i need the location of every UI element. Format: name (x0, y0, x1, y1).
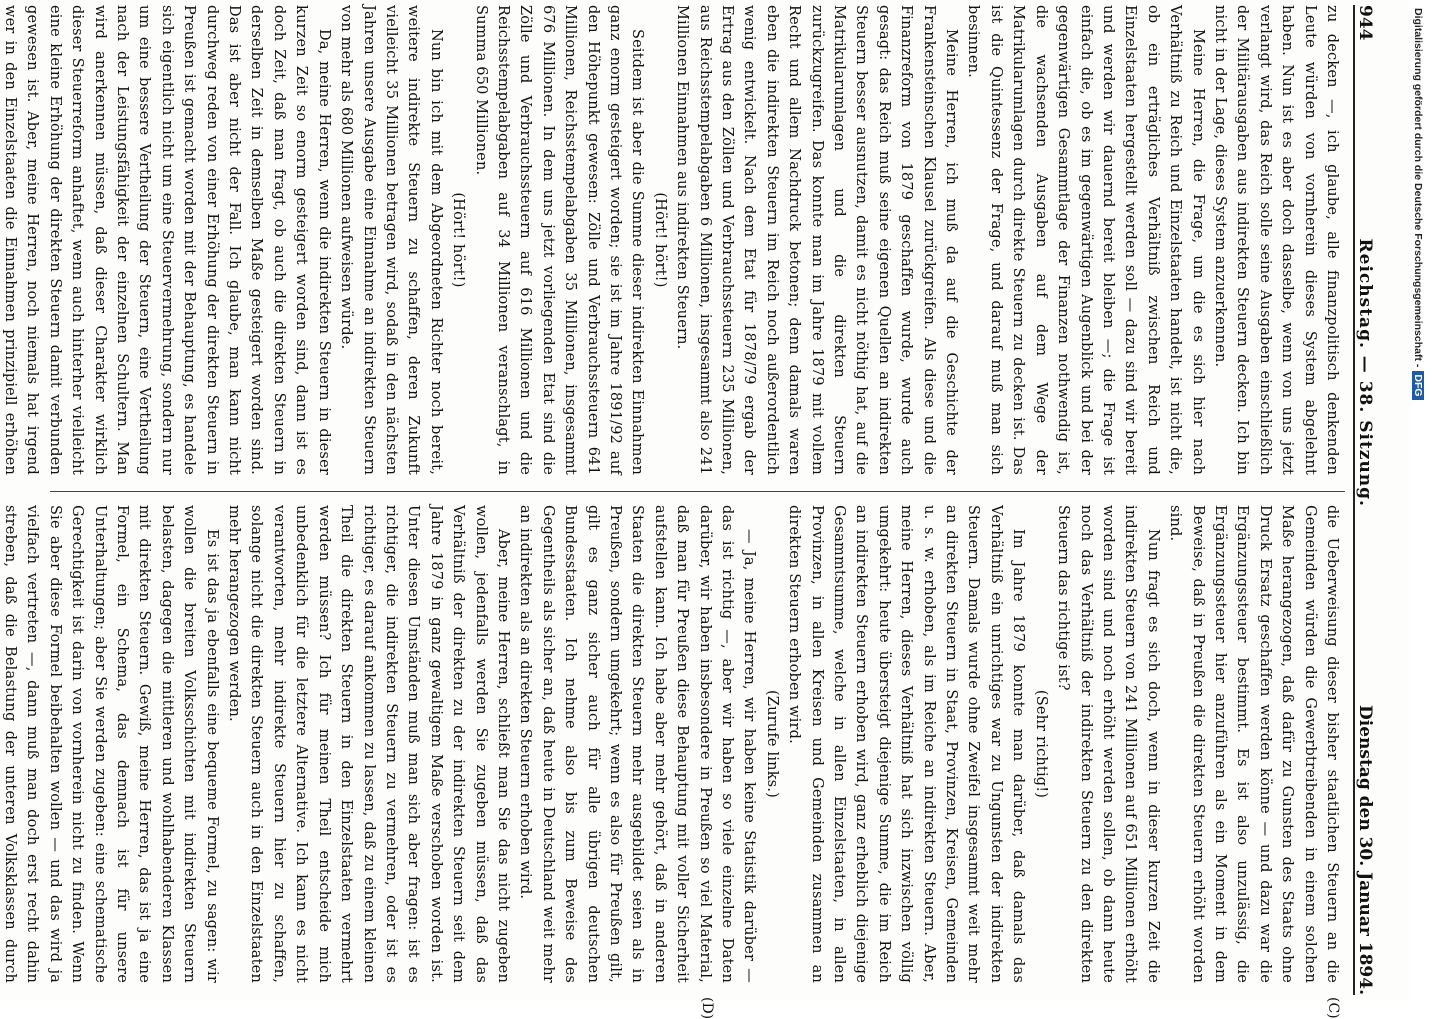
paragraph: Da, meine Herren, wenn die indirekten Steuern in dieser kurzen Zeit so enorm gesteigert worden sind, dann ist es doch Zeit, daß man fragt, ob auch die direkten Steuern in derselben Zeit in demselben Maße gesteigert worden sind. Das ist aber nicht der Fall. Ich glaube, man kann nicht durchweg reden von einer Erhöhung der direkten Steuern in Preußen ist gemacht worden mit der Behauptung, es handele sich eigentlich nicht um eine Steuervermehrung, sondern nur um eine bessere Vertheilung der Steuern, eine Vertheilung nach der Leistungsfähigkeit der einzelnen Schultern. Man wird anerkennen müssen, daß dieser Charakter wirklich dieser Steuerreform anhaftet, wenn auch hinterher vielleicht eine kleine Erhöhung der direkten Steuern damit verbunden gewesen ist. Aber, meine Herren, noch niemals hat irgend wer in den Einzelstaaten die Einnahmen prinzipiell erhöhen (0, 5, 335, 475)
paragraph: Es ist das ja ebenfalls eine bequeme Formel, zu sagen: wir wollen die breiten Volksschichten mit indirekten Steuern belasten, dagegen die mittleren und wohlhabenderen Klassen mit direkten Steuern. Gewiß, meine Herren, das ist ja eine Formel, ein Schema, das demnach ist für unsere Unterhaltungen; aber Sie werden zugeben: eine schematische Gerechtigkeit ist darin von vornherein nicht zu finden. Wenn Sie aber diese Formel beibehalten wollen — und das wird ja vielfach vertreten —, dann muß man doch erst recht dahin streben, daß die Belastung der unteren Volksklassen durch (0, 505, 223, 983)
paragraph: Meine Herren, ich muß da auf die Geschichte der Frankensteinschen Klausel zurückgreifen. Als diese und die Finanzreform von 1879 geschaffen wurde, wurde auch gesagt: das Reich muß seine eigenen Quellen an indirekten Steuern besser ausnutzen, damit es nicht nöthig hat, auf die Matrikularumlagen und die direkten Steuern zurückzugreifen. Das konnte man im Jahre 1879 mit vollem Recht und allem Nachdruck betonen; denn damals waren eben die indirekten Steuern im Reich noch außerordentlich wenig entwickelt. Nach dem Etat für 1878/79 ergab der Ertrag aus den Zöllen und Verbrauchssteuern 235 Millionen, aus Reichsstempelabgaben 6 Millionen, insgesammt also 241 Millionen Einnahmen aus indirekten Steuern. (671, 5, 962, 475)
paragraph: Aber, meine Herren, schließt man Sie das nicht zugeben wollen, jedenfalls werden Sie zugeben müssen, daß das Verhältniß der direkten zu der indirekten Steuern seit dem Jahre 1879 in ganz gewaltigem Maße verschoben worden ist. Unter diesen Umständen muß man sich aber fragen: ist es richtiger, die indirekten Steuern zu vermehren, oder ist es richtiger, es darauf ankommen zu lassen, daß zu einem kleinen Theil die direkten Steuern in den Einzelstaaten vermehrt werden müssen? Ich für meinen Theil entscheide mich unbedenklich für die letztere Alternative. Ich kann es nicht verantworten, mehr indirekte Steuern hier zu schaffen, solange nicht die direkten Steuern auch in den Einzelstaaten mehr herangezogen werden. (223, 505, 514, 983)
digitization-note-text: Digitalisierung gefördert durch die Deutsche Forschungsgemeinschaft - (1412, 8, 1424, 367)
paragraph: Nun bin ich mit dem Abgeordneten Richter noch bereit, weitere indirekte Steuern zu schaffen, deren Zukunft vielleicht 35 Millionen betragen wird, sodaß in den nächsten Jahren unsere Ausgabe eine Einnahme an indirekten Steuern von mehr als 680 Millionen aufweisen würde. (335, 5, 447, 475)
paragraph: Seitdem ist aber die Summe dieser indirekten Einnahmen ganz enorm gesteigert worden; sie ist im Jahre 1891/92 auf den Höhepunkt gewesen: Zölle und Verbrauchssteuern 641 Millionen, Reichsstempelabgaben 35 Millionen, insgesammt 676 Millionen. In dem uns jetzt vorliegenden Etat sind die Zölle und Verbrauchssteuern auf 616 Millionen und die Reichsstempelabgaben auf 34 Millionen veranschlagt, in Summa 650 Millionen. (469, 5, 648, 475)
interjection: (Zurufe links.) (760, 505, 782, 983)
right-column (53, 505, 1343, 983)
left-column (53, 5, 1343, 475)
paragraph: zu decken —, ich glaube, alle finanzpolitisch denkenden Leute würden von vornherein dieses System abgelehnt haben. Nun ist es aber doch dasselbe, wenn von uns jetzt verlangt wird, das Reich solle seine Ausgaben einschließlich der Militärausgaben aus indirekten Steuern decken. Ich bin nicht in der Lage, dieses System anzuerkennen. (1209, 5, 1343, 475)
paragraph: — Ja, meine Herren, wir haben keine Statistik darüber — das ist richtig —, aber wir haben so viele einzelne Daten darüber, wir haben insbesondere in Preußen so viel Material, daß man für Preußen diese Behauptung mit voller Sicherheit aufstellen kann. Ich habe aber mehr gehört, daß in anderen Staaten die direkten Steuern mehr ausgebildet seien als in Preußen, sondern umgekehrt; wenn es also für Preußen gilt, gilt es ganz sicher auch für alle übrigen deutschen Bundesstaaten. Ich nehme also bis zum Beweise des Gegentheils als sicher an, daß heute in Deutschland weit mehr an indirekten als an direkten Steuern erhoben wird. (514, 505, 760, 983)
paragraph: Meine Herren, die Frage, um die es sich hier nach Verhältniß zu Reich und Einzelstaaten handelt, ist nicht die, ob ein erträgliches Verhältniß zwischen Reich und Einzelstaaten hergestellt werden soll — dazu sind wir bereit und werden wir dauernd bereit bleiben —; die Frage ist einfach die, ob es im gegenwärtigen Augenblick und bei der gegenwärtigen Gesammtlage der Finanzen nothwendig ist, die wachsenden Ausgaben auf dem Wege der Matrikularumlagen durch direkte Steuern zu decken ist. Das ist die Quintessenz der Frage, und darauf muß man sich besinnen. (962, 5, 1208, 475)
interjection: (Hört! hört!) (447, 5, 469, 475)
digitization-note (1412, 8, 1424, 400)
interjection: (Sehr richtig!) (1029, 505, 1051, 983)
interjection: (Hört! hört!) (648, 5, 670, 475)
dfg-badge: DFG (1412, 371, 1424, 399)
margin-mark-c: (C) (1325, 997, 1341, 1019)
paragraph: Im Jahre 1879 konnte man darüber, daß damals das Verhältniß ein unrichtiges war zu Ungunsten der indirekten Steuern. Damals wurde ohne Zweifel insgesammt weit mehr an direkten Steuern in Staat, Provinzen, Kreisen, Gemeinden u. s. w. erhoben, als im Reiche an indirekten Steuern. Aber, meine Herren, dieses Verhältniß hat sich inzwischen völlig umgekehrt: heute übersteigt diejenige Summe, die im Reich an indirekten Steuern erhoben wird, ganz erheblich diejenige Gesammtsumme, welche in allen Einzelstaaten, in allen Provinzen, in allen Kreisen und Gemeinden zusammen an direkten Steuern erhoben wird. (783, 505, 1029, 983)
paragraph: Nun fragt es sich doch, wenn in dieser kurzen Zeit die indirekten Steuern von 241 Millionen auf 651 Millionen erhöht worden sind und noch erhöht werden sollen, ob dann heute noch das Verhältniß der indirekten Steuern zu den direkten Steuern das richtige ist? (1052, 505, 1164, 983)
session-title: Reichstag. — 38. Sitzung. (1355, 239, 1375, 507)
column-divider (50, 491, 1345, 492)
margin-mark-d: (D) (699, 997, 715, 1019)
session-date: Dienstag den 30. Januar 1894. (1355, 705, 1375, 995)
rotated-page-content (35, 5, 1395, 995)
page-number: 944 (1355, 5, 1375, 41)
paragraph: die Ueberweisung dieser bisher staatlichen Steuern an die Gemeinden würden die Gewerbtreibenden in einem solchen Maße herangezogen, daß dafür zu Gunsten des Staats ohne Druck Ersatz geschaffen werden könne — und dazu war die Ergänzungssteuer bestimmt. Es ist also unzulässig, die Ergänzungssteuer hier anzuführen als ein Moment in dem Beweise, daß in Preußen die direkten Steuern erhöht worden sind. (1164, 505, 1343, 983)
page-header (1353, 5, 1395, 995)
